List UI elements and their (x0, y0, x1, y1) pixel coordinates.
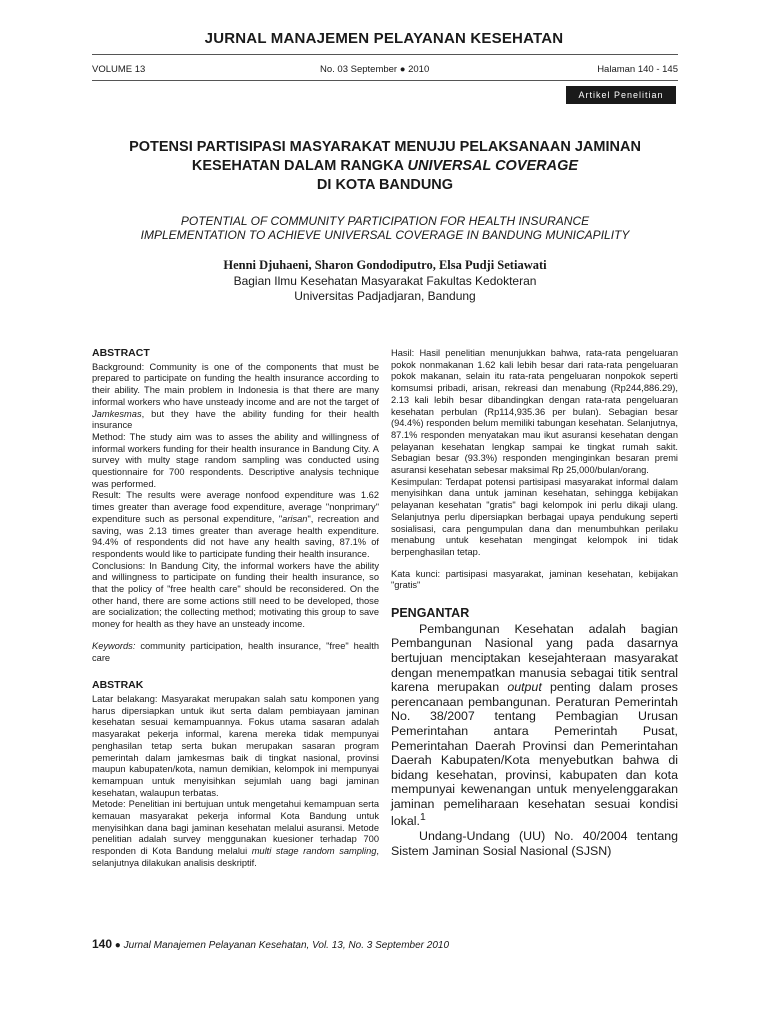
volume-label: VOLUME 13 (92, 64, 146, 75)
authors: Henni Djuhaeni, Sharon Gondodiputro, Elsa Pudji Setiawati (223, 258, 547, 272)
abstract-result (92, 490, 379, 560)
pengantar-paragraph-2: Undang-Undang (UU) No. 40/2004 tentang Sistem Jaminan Sosial Nasional (SJSN) (391, 829, 678, 858)
abstract-method: Method: The study aim was to asses the ability and willingness of informal workers funding for their health insurance in Bandung City. A survey with multy stage random sampling was conducted using questionnaire for 700 respondents. Descriptive analysis technique was performed. (92, 431, 379, 489)
pengantar-p1-italic: output (507, 680, 542, 695)
article-title (92, 138, 678, 195)
pengantar-p1-text: Pembangunan Kesehatan adalah bagian Pembangunan Nasional yang pada dasarnya bertujuan menciptakan kesejahteraan masyarakat dengan menempatkan manusia sebagai titik sentral karena merupakan (391, 621, 678, 695)
page-number: 140 (92, 937, 113, 951)
issue-label: No. 03 September ● 2010 (320, 64, 430, 75)
page-footer (92, 937, 449, 951)
abstrak-metode (92, 799, 379, 869)
pengantar-heading: PENGANTAR (391, 606, 470, 621)
title-line-2-text: KESEHATAN DALAM RANGKA (191, 158, 408, 174)
abstract-conclusions: Conclusions: In Bandung City, the informal workers have the ability and willingness to participate on funding their health insurance, so that the policy of "free health care" should be reconsidered. On the other hand, there are some actions still need to be developed, those are socialization; the collecting method; motivating this group to save money for health as they have an unsteady income. (92, 560, 379, 630)
header-rule-bottom (92, 80, 678, 81)
abstrak-metode-italic: multi stage random sampling (251, 846, 377, 857)
title-line-2-italic: UNIVERSAL COVERAGE (407, 158, 579, 174)
title-line-1: POTENSI PARTISIPASI MASYARAKAT MENUJU PELAKSANAAN JAMINAN (129, 139, 641, 155)
abstrak-kata-kunci: Kata kunci: partisipasi masyarakat, jaminan kesehatan, kebijakan "gratis" (391, 568, 678, 591)
abstract-result-text: Result: The results were average nonfood expenditure was 1.62 times greater than average food expenditure, average "nonprimary" expenditure such as personal expenditure, " (92, 490, 379, 524)
abstract-background-italic: Jamkesmas (92, 408, 142, 419)
keywords-label: Keywords: (92, 640, 136, 651)
affiliation-line-1: Bagian Ilmu Kesehatan Masyarakat Fakultas Kedokteran (233, 274, 537, 288)
abstrak-metode-text: Metode: Penelitian ini bertujuan untuk mengetahui kemampuan serta kemauan masyarakat pekerja informal Kota Bandung untuk menyisihkan dana bagi jaminan kesehatan melalui asuransi. Metode penelitian adalah survey menggunakan kuesioner terhadap 700 responden di Kota Bandung melalui (92, 799, 379, 857)
abstract-heading: ABSTRACT (92, 347, 150, 359)
footnote-ref: 1 (419, 812, 426, 824)
abstract-result-text-end: ", recreation and saving, was 2.13 times greater than average health expenditure. 94.4% of respondents did not have any health saving, 87.1% of respondents would like to participate funding their health insurance. (92, 513, 380, 559)
header-rule-top (92, 54, 678, 55)
abstract-background-text: Background: Community is one of the components that must be prepared to participate on funding the health insurance according to their ability. The main problem in Indonesia is that there are many informal workers who have unsteady income and are not the target of (92, 361, 379, 407)
abstract-background (92, 362, 379, 432)
keywords-text: community participation, health insurance, "free" health care (92, 640, 379, 663)
english-title-line-2: IMPLEMENTATION TO ACHIEVE UNIVERSAL COVERAGE IN BANDUNG MUNICAPILITY (140, 228, 630, 242)
abstrak-hasil: Hasil: Hasil penelitian menunjukkan bahwa, rata-rata pengeluaran pokok nonmakanan 1.62 kali lebih besar dari rata-rata pengeluaran pokok makanan, selain itu rata-rata pengeluaran nonpokok seperti komsumsi pribadi, arisan, rekreasi dan menabung (Rp244,886.29), 2.13 kali lebih besar dibandingkan dengan rata-rata pengeluaran kesehatan perbulan (Rp114,935.36 per bulan). Sebagian besar (94.4%) responden belum memiliki tabungan kesehatan. Selanjutnya, 87.1% responden menyatakan mau ikut asuransi kesehatan dengan pelayanan kesehatan lengkap sampai ke tingkat rumah sakit. Sebagian besar (93.3%) responden menginginkan besaran premi asuransi kesehatan sebesar maksimal Rp 25,000/bulan/orang. (391, 348, 678, 476)
abstrak-kesimpulan: Kesimpulan: Terdapat potensi partisipasi masyarakat informal dalam menyisihkan dana untuk jaminan kesehatan, sehingga kebijakan pelayanan kesehatan "gratis" bagi kelompok ini perlu dikaji ulang. Selanjutnya perlu dipersiapkan berbagai upaya pendukung seperti sosialisasi, cara pengumpulan dana dan menumbuhkan perilaku menabung untuk kesehatan mengingat kelompok ini tidak berpenghasilan tetap. (391, 476, 678, 557)
abstract-background-text-end: , but they have the ability funding for their health insurance (92, 408, 379, 431)
left-column (92, 348, 379, 870)
abstrak-metode-text-end: , selanjutnya dilakukan analisis deskriptif. (92, 846, 380, 868)
right-column (391, 348, 678, 858)
abstrak-heading: ABSTRAK (92, 679, 144, 692)
pages-label: Halaman 140 - 145 (597, 64, 678, 75)
english-title-line-1: POTENTIAL OF COMMUNITY PARTICIPATION FOR HEALTH INSURANCE (180, 214, 590, 228)
article-type-badge: Artikel Penelitian (566, 86, 676, 104)
pengantar-p1-text-end: penting dalam proses perencanaan pembangunan. Peraturan Pemerintah No. 38/2007 tentang Pembagian Urusan Pemerintahan antara Pemerintah Pusat, Pemerintahan Daerah Provinsi dan Pemerintahan Daerah Kabupaten/Kota menyebutkan bahwa di bidang kesehatan, provinsi, kabupaten dan kota mempunyai kewenangan untuk menyelenggarakan jaminan pemeliharaan kesehatan sesuai kondisi lokal. (391, 680, 678, 829)
title-line-2 (92, 157, 678, 176)
affiliation (92, 274, 678, 304)
footer-citation: Jurnal Manajemen Pelayanan Kesehatan, Vol. 13, No. 3 September 2010 (123, 940, 450, 951)
affiliation-line-2: Universitas Padjadjaran, Bandung (294, 289, 476, 303)
journal-name: JURNAL MANAJEMEN PELAYANAN KESEHATAN (204, 30, 564, 47)
abstract-keywords (92, 641, 379, 664)
abstrak-latar: Latar belakang: Masyarakat merupakan salah satu komponen yang harus dipersiapkan untuk ikut serta dalam pembiayaan jaminan kesehatan sesuai kemampuannya. Fokus utama sasaran adalah masyarakat pekerja informal, karena mereka tidak mempunyai penghasilan tetap serta bukan merupakan sasaran program pemerintah dalam jamkesmas baik di tingkat nasional, provinsi maupun kabupaten/kota, namun demikian, kelompok ini mempunyai kemampuan untuk menyisihkan sejumlah uang bagi jaminan kesehatan, walaupun terbatas. (92, 693, 379, 798)
footer-bullet: ● (112, 940, 124, 951)
english-title (92, 214, 678, 242)
abstract-result-italic: arisan (282, 513, 308, 524)
pengantar-paragraph-1 (391, 622, 678, 829)
title-line-3: DI KOTA BANDUNG (316, 177, 454, 193)
